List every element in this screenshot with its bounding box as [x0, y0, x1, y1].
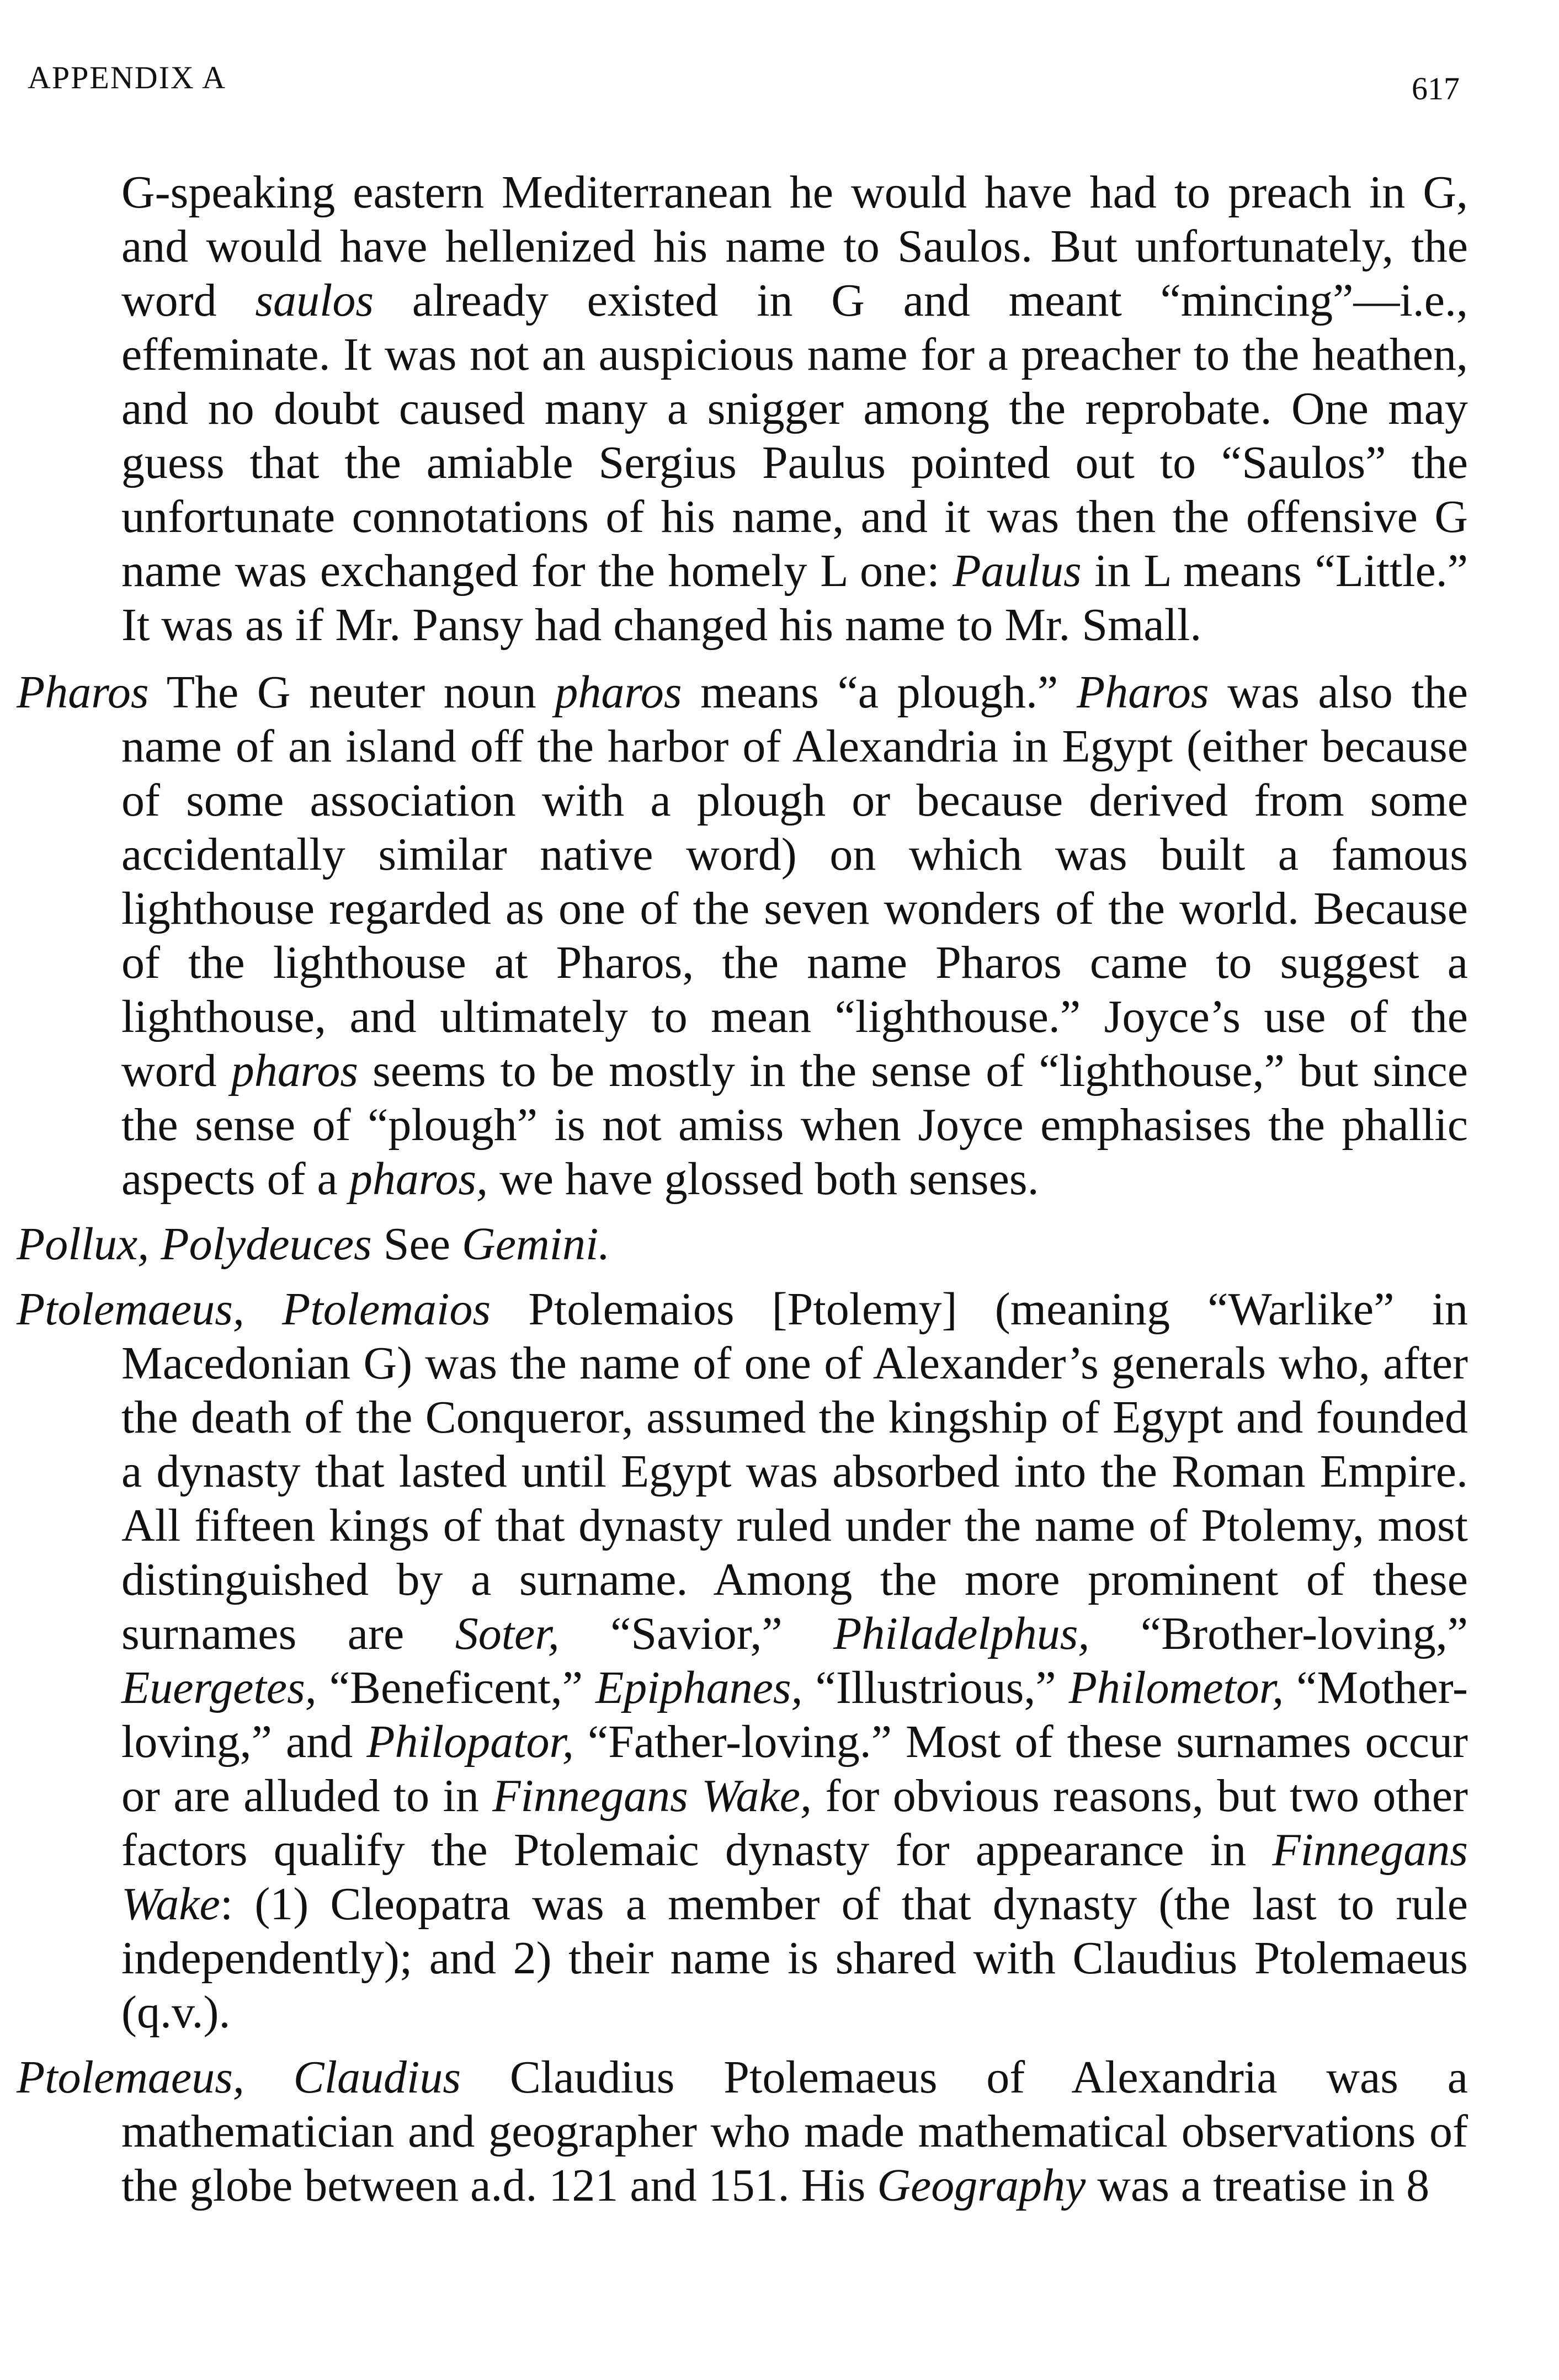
- italic-word: Finnegans Wake,: [492, 1770, 812, 1822]
- italic-word: Euergetes,: [121, 1662, 317, 1713]
- text-run: we have glossed both senses.: [488, 1153, 1039, 1205]
- text-run: G-speaking eastern Mediterranean he would have had to preach in G, and would have hellenized his name to Saulos. But unfortunately, the word: [121, 167, 1468, 326]
- text-run: seems to be mostly in the sense of “lighthouse,” but since the sense of “plough” is not amiss when Joyce emphasises the phallic aspects of a: [121, 1045, 1468, 1205]
- text-run: “Mother-loving,” and: [121, 1662, 1468, 1767]
- page-number: 617: [1412, 71, 1460, 107]
- entry-headword: Pharos: [17, 667, 149, 718]
- text-run: : (1) Cleopatra was a member of that dynasty (the last to rule independently); and 2) their name is shared with Claudius Ptolemaeus (q.v.).: [121, 1878, 1468, 2038]
- text-run: Claudius Ptolemaeus of Alexandria was a mathematician and geographer who made mathematical observations of the globe between a.d. 121 and 151. His: [121, 2052, 1468, 2211]
- text-run: “Father-loving.” Most of these surnames occur or are alluded to in: [121, 1716, 1468, 1822]
- text-run: already existed in G and meant “mincing”—i.e., effeminate. It was not an auspicious name for a preacher to the heathen, and no doubt caused many a snigger among the reprobate. One may guess that the amiable Sergius Paulus pointed out to “Saulos” the unfortunate connotations of his name, and it was then the offensive G name was exchanged for the homely L one:: [121, 275, 1468, 597]
- running-head: APPENDIX A: [28, 60, 226, 95]
- italic-word: pharos,: [349, 1153, 488, 1205]
- italic-word: Philadelphus,: [833, 1608, 1090, 1659]
- entry-headword: Ptolemaeus, Ptolemaios: [17, 1284, 491, 1335]
- italic-word: Finnegans Wake: [121, 1824, 1468, 1930]
- entry-pharos: [17, 665, 1468, 1206]
- text-run: in L means “Little.” It was as if Mr. Pansy had changed his name to Mr. Small.: [121, 545, 1468, 651]
- entry-claudius: [17, 2051, 1468, 2213]
- italic-word: pharos: [231, 1045, 358, 1096]
- entry-headword: Ptolemaeus, Claudius: [17, 2052, 461, 2103]
- text-run: was also the name of an island off the harbor of Alexandria in Egypt (either because of some association with a plough or because derived from some accidentally similar native word) on which was built a famous lighthouse regarded as one of the seven wonders of the world. Because of the lighthouse at Pharos, the name Pharos came to suggest a lighthouse, and ultimately to mean “lighthouse.” Joyce’s use of the word: [121, 667, 1468, 1096]
- italic-word: Geography: [877, 2160, 1086, 2211]
- italic-word: Pharos: [1076, 667, 1209, 718]
- text-run: “Illustrious,”: [802, 1662, 1069, 1713]
- continued-paragraph: [121, 166, 1468, 652]
- italic-word: Epiphanes,: [595, 1662, 803, 1713]
- italic-word: pharos: [555, 667, 682, 718]
- text-run: “Savior,”: [559, 1608, 834, 1659]
- italic-word: Philometor,: [1068, 1662, 1284, 1713]
- italic-word: saulos: [255, 275, 374, 326]
- text-run: “Brother-loving,”: [1089, 1608, 1468, 1659]
- text-run: was a treatise in 8: [1086, 2160, 1430, 2211]
- text-run: See: [371, 1218, 462, 1270]
- page-body: [17, 166, 1468, 2224]
- text-run: means “a plough.”: [682, 667, 1077, 718]
- text-run: The G neuter noun: [148, 667, 555, 718]
- cross-reference: Gemini.: [462, 1218, 610, 1270]
- italic-word: Paulus: [953, 545, 1082, 597]
- entry-ptolemaeus: [17, 1282, 1468, 2040]
- entry-headword: Pollux, Polydeuces: [17, 1218, 372, 1270]
- text-run: Ptolemaios [Ptolemy] (meaning “Warlike” in Macedonian G) was the name of one of Alexander’s generals who, after the death of the Conqueror, assumed the kingship of Egypt and founded a dynasty that lasted until Egypt was absorbed into the Roman Empire. All fifteen kings of that dynasty ruled under the name of Ptolemy, most distinguished by a surname. Among the more prominent of these surnames are: [121, 1284, 1468, 1659]
- entry-pollux: [17, 1217, 1468, 1271]
- text-run: for obvious reasons, but two other factors qualify the Ptolemaic dynasty for appearance in: [121, 1770, 1468, 1876]
- italic-word: Soter,: [455, 1608, 560, 1659]
- text-run: “Beneficent,”: [316, 1662, 595, 1713]
- italic-word: Philopator,: [366, 1716, 574, 1767]
